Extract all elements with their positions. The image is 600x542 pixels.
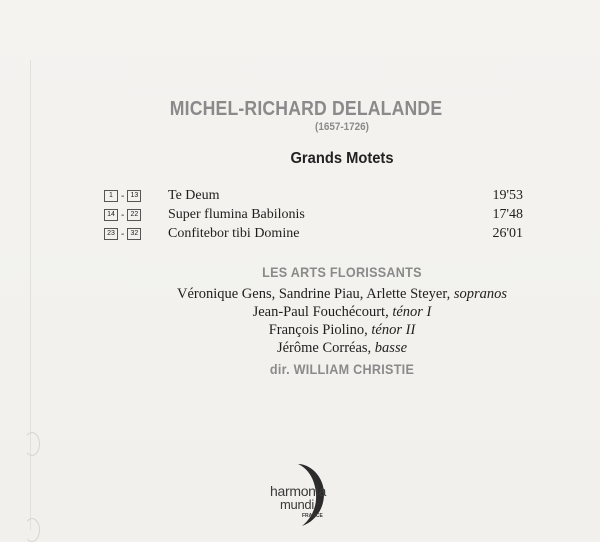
track-title: Confitebor tibi Domine — [168, 226, 300, 241]
track-range — [104, 209, 141, 221]
range-dash: - — [121, 228, 125, 240]
logo-line-1: harmonia — [270, 483, 326, 499]
logo-line-2: mundi — [280, 497, 314, 512]
logo-line-3: FRANCE — [302, 513, 323, 519]
performer-role: basse — [374, 340, 408, 356]
work-title: Grands Motets — [290, 150, 394, 167]
track-to: 13 — [127, 190, 141, 202]
harmonia-mundi-logo — [262, 460, 342, 532]
track-duration: 17'48 — [492, 207, 523, 222]
notch-bottom — [24, 518, 40, 542]
composer-name: MICHEL-RICHARD DELALANDE — [169, 97, 443, 120]
track-duration: 26'01 — [492, 226, 523, 241]
track-to: 22 — [127, 209, 141, 221]
track-to: 32 — [127, 228, 141, 240]
track-range — [104, 228, 141, 240]
track-row — [0, 188, 600, 206]
track-from: 14 — [104, 209, 118, 221]
performer-names: François Piolino, — [268, 322, 368, 338]
performer-role: ténor I — [392, 304, 432, 320]
performer-line — [42, 322, 600, 339]
performer-line — [42, 304, 600, 321]
composer-dates: (1657-1726) — [315, 121, 369, 133]
track-title: Te Deum — [168, 188, 220, 203]
track-row — [0, 226, 600, 244]
performer-line — [42, 340, 600, 357]
track-from: 1 — [104, 190, 118, 202]
ensemble-name: LES ARTS FLORISSANTS — [262, 264, 422, 280]
track-title: Super flumina Babilonis — [168, 207, 305, 222]
performer-role: ténor II — [371, 322, 416, 338]
performer-role: sopranos — [453, 286, 508, 302]
track-from: 23 — [104, 228, 118, 240]
notch-top — [24, 432, 40, 456]
performer-names: Jérôme Corréas, — [276, 340, 372, 356]
fold-line — [0, 60, 31, 530]
performer-names: Véronique Gens, Sandrine Piau, Arlette Steyer, — [176, 286, 451, 302]
track-row — [0, 207, 600, 225]
range-dash: - — [121, 190, 125, 202]
track-range — [104, 190, 141, 202]
track-duration: 19'53 — [492, 188, 523, 203]
performer-names: Jean-Paul Fouchécourt, — [252, 304, 389, 320]
conductor-name: dir. WILLIAM CHRISTIE — [269, 361, 415, 377]
range-dash: - — [121, 209, 125, 221]
performer-line — [42, 286, 600, 303]
